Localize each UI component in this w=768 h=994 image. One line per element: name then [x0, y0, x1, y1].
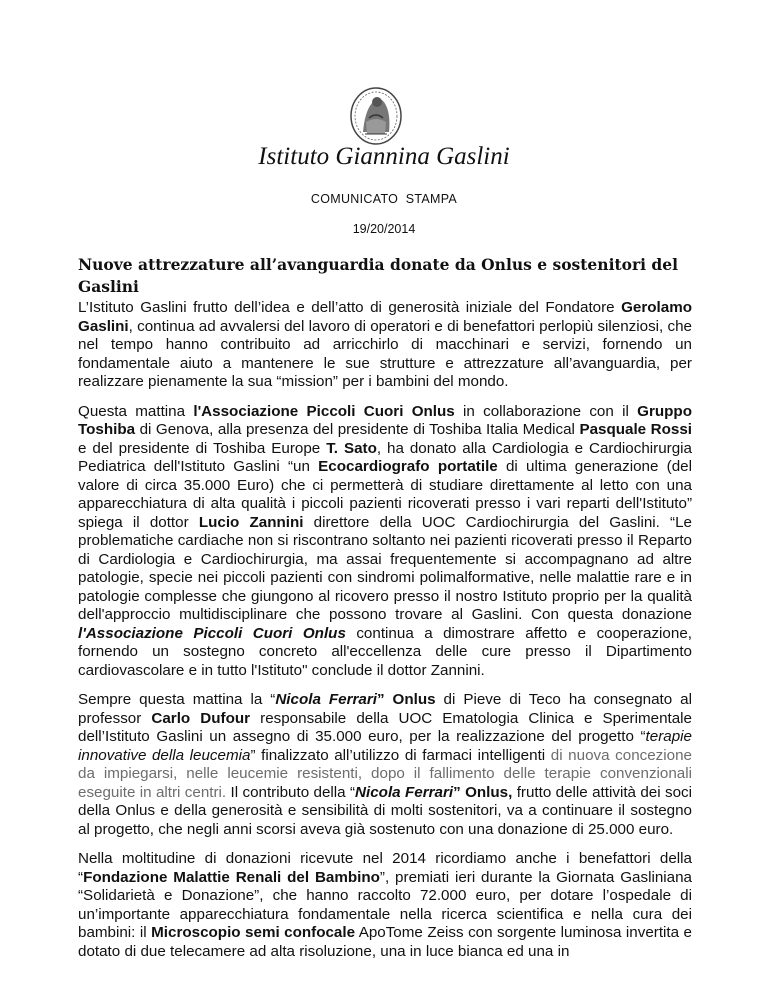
- text-run: responsabile della UOC Ematologia Clinica e Sperimentale dell’Istituto Gaslini un assegno di 35.000 euro, per la realizzazione del progetto “: [78, 709, 693, 745]
- device-name: Microscopio semi confocale: [151, 924, 356, 941]
- paragraph-intro: [78, 299, 692, 392]
- person-name: T. Sato: [326, 439, 377, 457]
- text-run: ”, premiati ieri durante la Giornata Gasliniana “Solidarietà e Donazione”, che hanno raccolto 72.000 euro, per dotare l’ospedale di un’importante apparecchiatura fondamentale nella ricerca scientifica e nella cura dei bambini: il: [78, 868, 692, 941]
- text-run: Nella moltitudine di donazioni ricevute nel 2014 ricordiamo anche i benefattori della “: [78, 850, 692, 886]
- headline: Nuove attrezzature all’avanguardia donate da Onlus e sostenitori del Gaslini: [78, 255, 678, 296]
- text-run: ” finalizzato all’utilizzo di farmaci intelligenti: [250, 746, 551, 764]
- text-run-gray: di nuova concezione da impiegarsi, nelle leucemie resistenti, dopo il fallimento delle terapie convenzionali eseguite in altri centri.: [78, 746, 692, 801]
- text-run: , continua ad avvalersi del lavoro di operatori e di benefattori perlopiù silenziosi, che nel tempo hanno contribuito ad arricchirlo di macchinari e servizi, fornendo un fondamentale aiuto a mantenere le sue strutture e attrezzature all’avanguardia, per realizzare pienamente la sua “mission” per i bambini del mondo.: [78, 317, 692, 390]
- text-run: frutto delle attività dei soci della Onlus e della generosità e sensibilità di molti sostenitori, va a continuare il sostegno al progetto, che negli anni scorsi aveva già sostenuto con una donazione di 25.000 euro.: [78, 783, 692, 838]
- article-body: [78, 299, 692, 972]
- institute-name: Istituto Giannina Gaslini: [258, 143, 510, 170]
- paragraph-piccoli-cuori: [78, 403, 692, 681]
- group-name: Gruppo Toshiba: [78, 402, 692, 438]
- text-run: L’Istituto Gaslini frutto dell’idea e dell’atto di generosità iniziale del Fondatore: [78, 299, 622, 316]
- text-run: direttore della UOC Cardiochirurgia del Gaslini. “Le problematiche cardiache non si riscontrano soltanto nei pazienti ricoverati presso il Reparto di Cardiologia e Cardiochirurgia, ma assai frequentemente si accompagnano ad altre patologie, specie nei piccoli pazienti con sindromi polimalformative, nelle malattie rare e in patologie complesse che giungono al ricovero presso il nostro Istituto proprio per la qualità dell'approccio multidisciplinare che possono trovare al Gaslini. Con questa donazione: [78, 513, 692, 623]
- release-date: 19/20/2014: [352, 222, 416, 236]
- device-name: Ecocardiografo portatile: [318, 458, 498, 475]
- foundation-name: Fondazione Malattie Renali del Bambino: [83, 868, 380, 886]
- text-run: di Pieve di Teco ha consegnato al professor: [78, 691, 692, 727]
- text-run: continua a dimostrare affetto e cooperazione, fornendo un sostegno concreto all'eccellenza delle cure presso il Dipartimento cardiovascolare e in tutto l'Istituto" conclude il dottor Zannini.: [78, 624, 692, 679]
- association-name: l'Associazione Piccoli Cuori Onlus: [193, 402, 455, 420]
- association-name: l'Associazione Piccoli Cuori Onlus: [78, 624, 346, 642]
- text-run: Il contributo della “: [226, 783, 356, 801]
- press-release-label: COMUNICATO STAMPA: [310, 192, 458, 206]
- founder-name: Gerolamo Gaslini: [78, 299, 692, 335]
- project-name: terapie innovative della leucemia: [78, 728, 692, 764]
- text-run: di Genova, alla presenza del presidente di Toshiba Italia Medical: [135, 421, 580, 438]
- text-run: Questa mattina: [78, 402, 194, 420]
- text-run: Sempre questa mattina la “: [78, 691, 276, 708]
- onlus-suffix: ” Onlus,: [453, 783, 513, 801]
- text-run: in collaborazione con il: [454, 402, 638, 420]
- paragraph-fondazione: [78, 850, 692, 961]
- text-run: , ha donato alla Cardiologia e Cardiochirurgia Pediatrica dell'Istituto Gaslini “un: [78, 439, 692, 475]
- paragraph-nicola-ferrari: [78, 691, 692, 839]
- onlus-suffix: ” Onlus: [376, 691, 436, 708]
- text-run: ApoTome Zeiss con sorgente luminosa invertita e dotato di due telecamere ad alta risoluzione, una in luce bianca ed una in: [78, 924, 693, 960]
- person-name: Lucio Zannini: [198, 513, 304, 531]
- person-name: Carlo Dufour: [151, 709, 251, 727]
- person-name: Pasquale Rossi: [579, 421, 692, 438]
- onlus-name: Nicola Ferrari: [275, 691, 377, 708]
- onlus-name: Nicola Ferrari: [355, 783, 454, 801]
- text-run: di ultima generazione (del valore di circa 35.000 Euro) che ci permetterà di studiare direttamente al letto con una apparecchiatura di alta qualità i piccoli pazienti ricoverati presso i vari reparti dell'Istituto” spiega il dottor: [78, 458, 692, 531]
- text-run: e del presidente di Toshiba Europe: [78, 439, 327, 457]
